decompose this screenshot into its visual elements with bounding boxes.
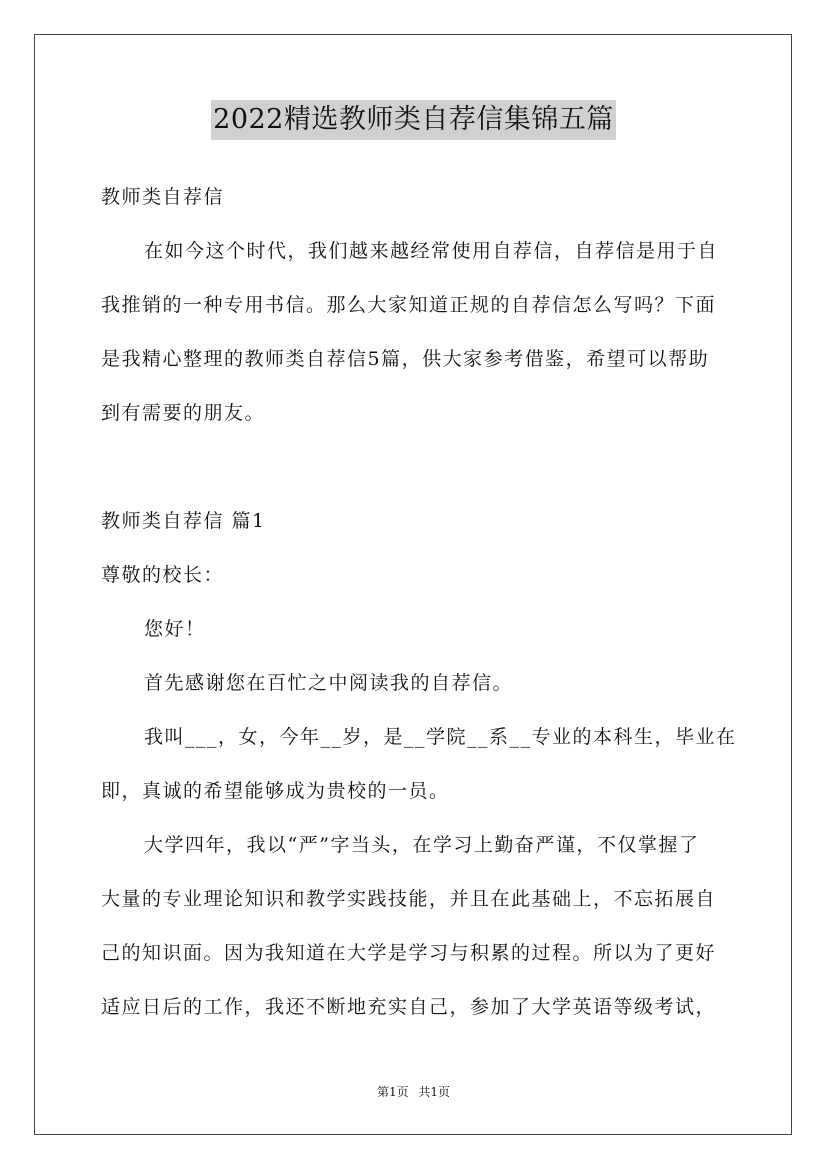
document-title: 2022精选教师类自荐信集锦五篇 [211, 100, 616, 140]
page-number: 第1页 [376, 1085, 409, 1099]
letter-paragraph-2-line-1: 我叫___，女，今年__岁，是__学院__系__专业的本科生，毕业在 [144, 726, 737, 748]
letter-paragraph-3-line-2: 大量的专业理论知识和教学实践技能，并且在此基础上，不忘拓展自 [101, 888, 717, 910]
page-total: 共1页 [418, 1085, 451, 1099]
intro-line-3: 是我精心整理的教师类自荐信5篇，供大家参考借鉴，希望可以帮助 [101, 348, 710, 370]
letter-heading: 教师类自荐信 篇1 [101, 510, 266, 532]
intro-line-2: 我推销的一种专用书信。那么大家知道正规的自荐信怎么写吗？下面 [101, 294, 717, 316]
letter-paragraph-3-line-4: 适应日后的工作，我还不断地充实自己，参加了大学英语等级考试， [101, 996, 717, 1018]
letter-paragraph-1: 首先感谢您在百忙之中阅读我的自荐信。 [144, 672, 514, 694]
intro-heading: 教师类自荐信 [101, 186, 225, 208]
title-container [0, 100, 827, 140]
letter-paragraph-3-line-1: 大学四年，我以“严”字当头，在学习上勤奋严谨，不仅掌握了 [144, 834, 700, 856]
letter-paragraph-3-line-3: 己的知识面。因为我知道在大学是学习与积累的过程。所以为了更好 [101, 942, 717, 964]
page-footer [0, 1083, 827, 1100]
letter-paragraph-2-line-2: 即，真诚的希望能够成为贵校的一员。 [101, 780, 450, 802]
document-body [101, 170, 737, 1034]
intro-line-1: 在如今这个时代，我们越来越经常使用自荐信，自荐信是用于自 [144, 240, 719, 262]
letter-salutation: 尊敬的校长： [101, 564, 225, 586]
intro-line-4: 到有需要的朋友。 [101, 402, 266, 424]
letter-greeting: 您好！ [144, 618, 206, 640]
section-spacer [101, 440, 731, 494]
